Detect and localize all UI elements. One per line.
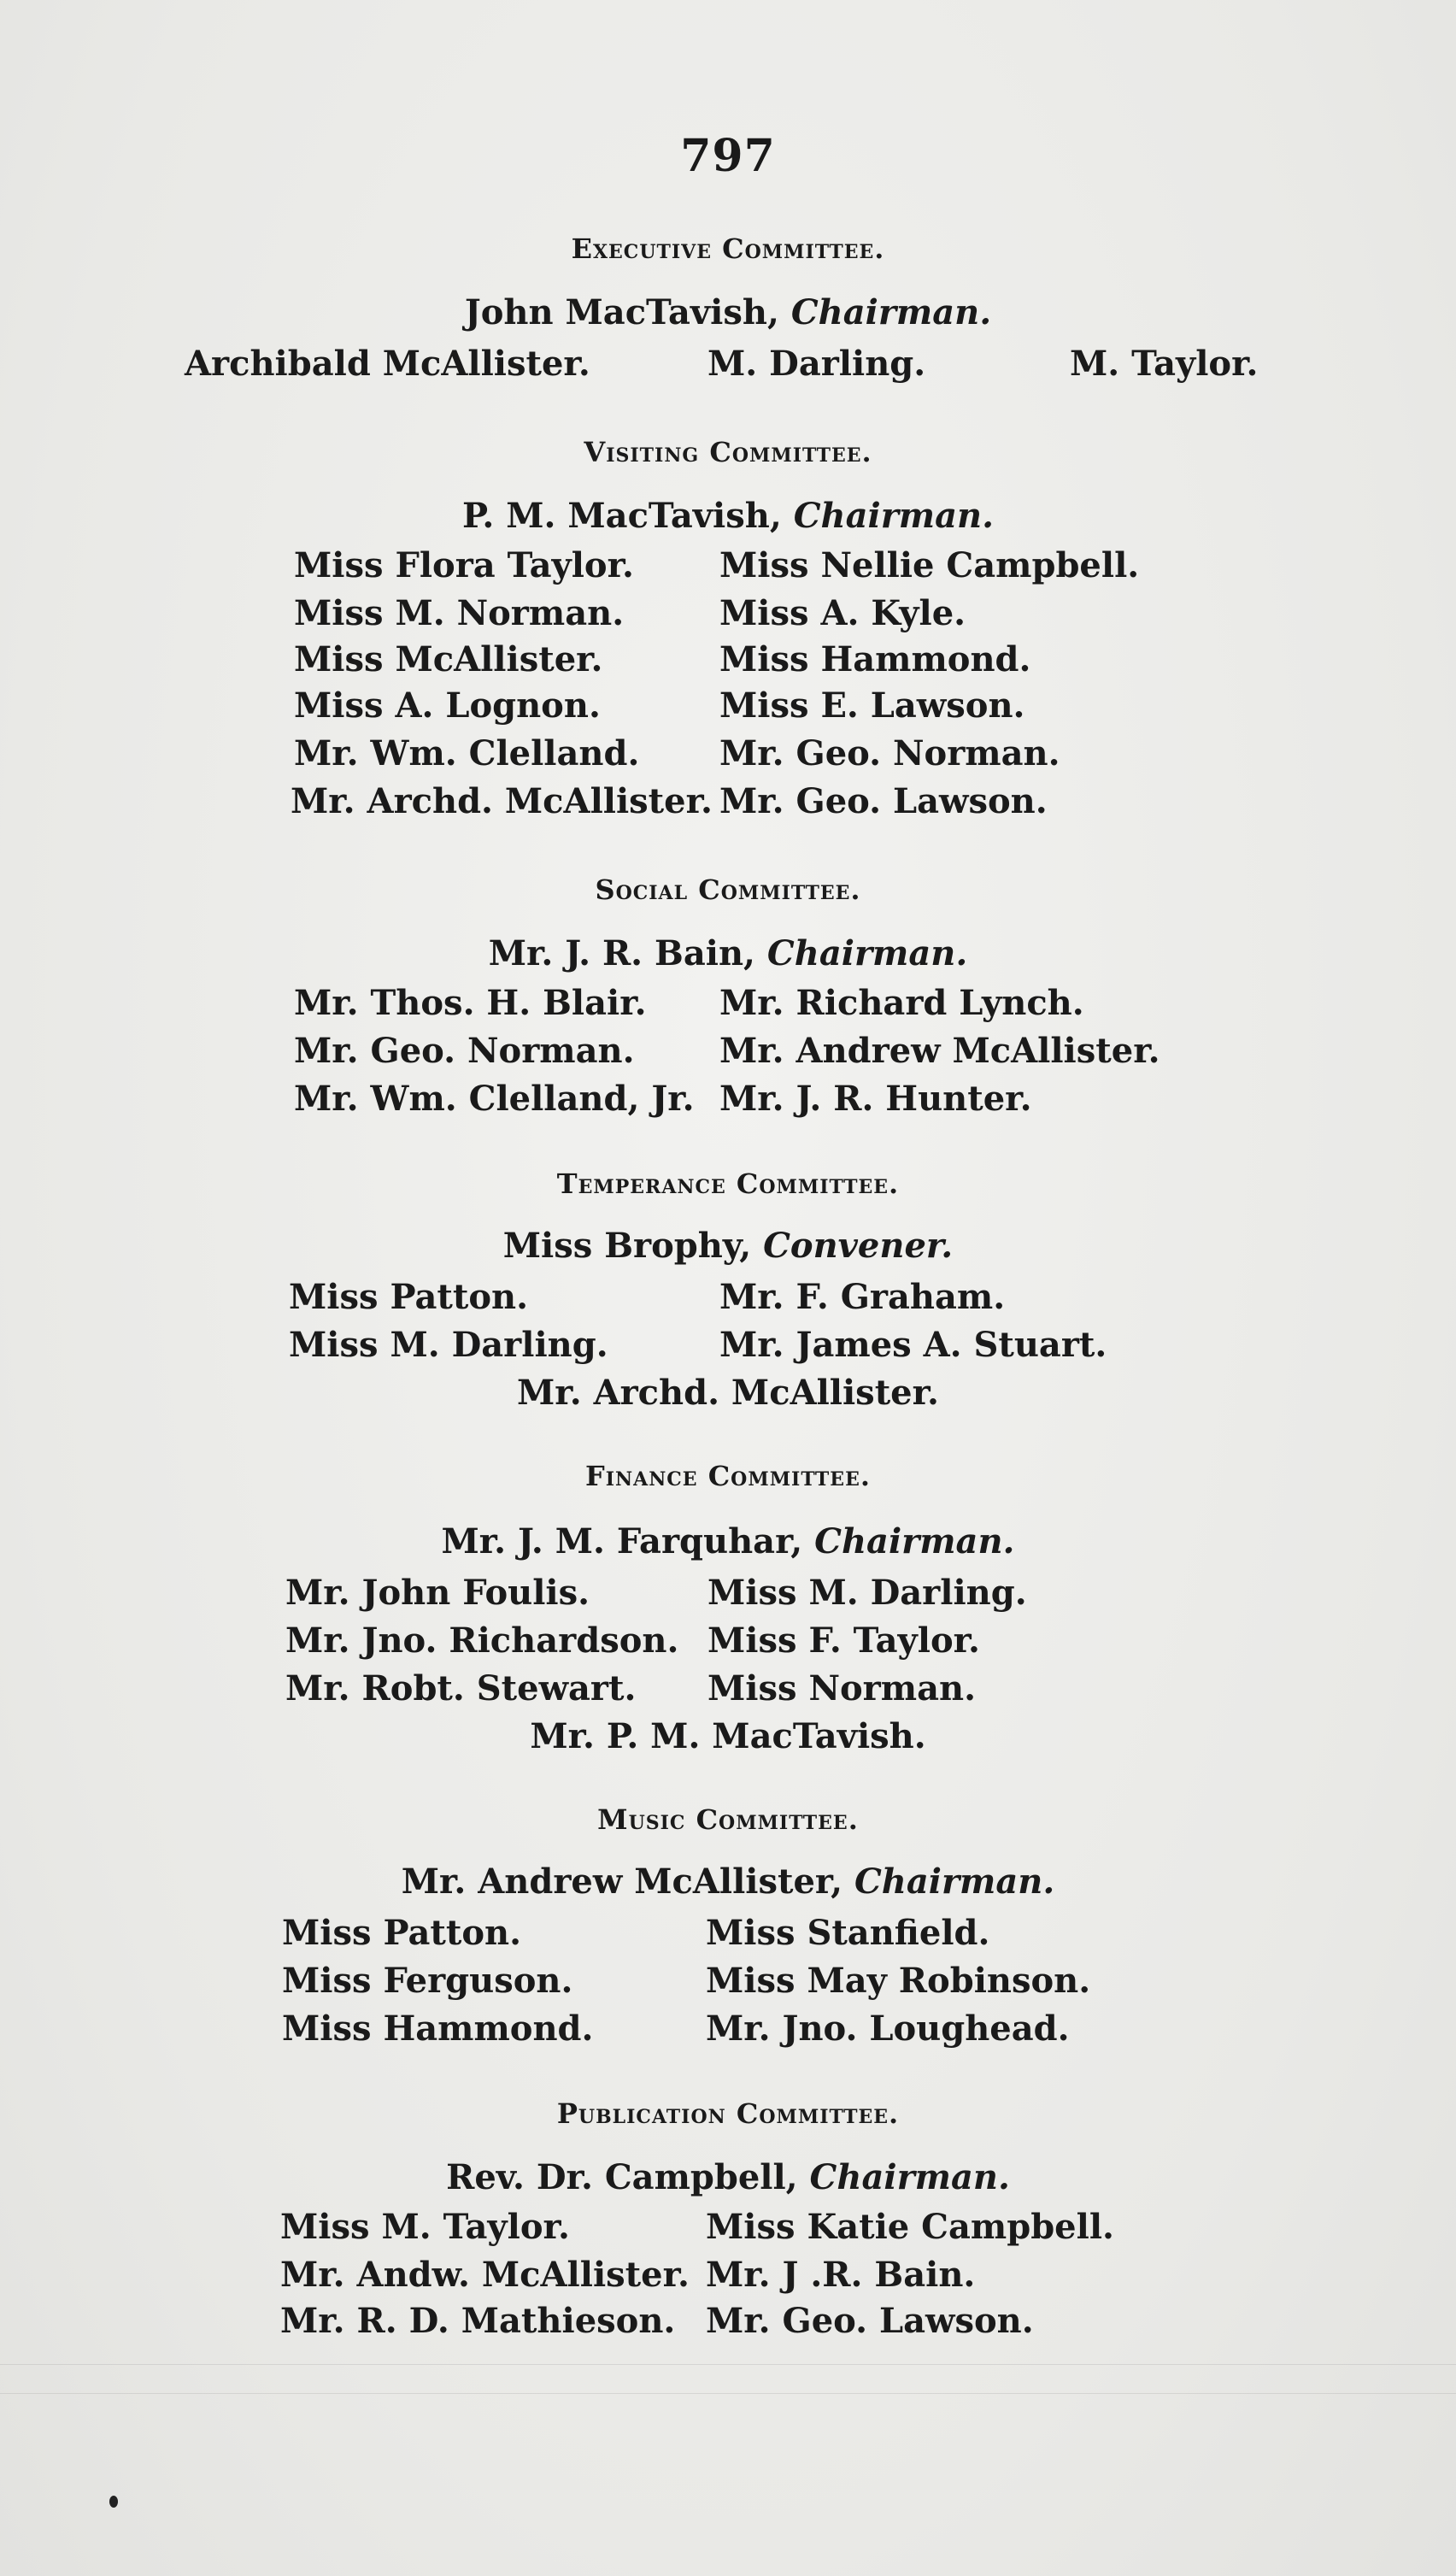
music-committee-heading: Music Committee.: [597, 1803, 859, 1836]
member-row: [0, 545, 1456, 593]
page-number: 797: [680, 130, 776, 182]
executive-member: M. Taylor.: [1070, 344, 1259, 384]
member-name: Miss M. Norman.: [294, 593, 625, 633]
member-name: Mr. John Foulis.: [285, 1573, 590, 1613]
member-row: [0, 1031, 1456, 1079]
member-name: Mr. Andrew McAllister.: [719, 1031, 1160, 1071]
executive-committee-heading: Executive Committee.: [571, 232, 885, 265]
member-name: Mr. Jno. Richardson.: [285, 1620, 679, 1661]
member-name: Miss F. Taylor.: [707, 1620, 980, 1661]
member-name: Mr. Geo. Norman.: [719, 733, 1060, 773]
member-name: Miss Patton.: [289, 1277, 528, 1317]
visiting-chair: [0, 496, 1456, 536]
scan-line: [0, 2364, 1456, 2365]
publication-chair: [0, 2157, 1456, 2197]
member-name: Miss A. Lognon.: [294, 685, 601, 726]
member-row: [0, 983, 1456, 1031]
member-name: Mr. Robt. Stewart.: [285, 1668, 637, 1709]
music-chair: [0, 1861, 1456, 1902]
member-name: Mr. Thos. H. Blair.: [294, 983, 647, 1023]
member-row: [0, 1079, 1456, 1126]
visiting-chair-name: P. M. MacTavish,: [461, 496, 782, 536]
member-row: [0, 1325, 1456, 1373]
member-name: Miss Nellie Campbell.: [719, 545, 1140, 585]
member-row: [0, 1277, 1456, 1325]
member-row: [0, 1913, 1456, 1961]
member-name: Mr. J. R. Hunter.: [719, 1079, 1032, 1119]
social-committee-heading: Social Committee.: [595, 873, 861, 906]
ink-speck: [109, 2496, 118, 2508]
member-name: Miss May Robinson.: [706, 1961, 1091, 2001]
member-row: [0, 781, 1456, 829]
member-name: Miss Katie Campbell.: [706, 2207, 1114, 2247]
member-row: [0, 639, 1456, 687]
finance-committee-heading: Finance Committee.: [585, 1460, 871, 1492]
member-name: Mr. Geo. Lawson.: [706, 2301, 1034, 2341]
executive-chair: [0, 292, 1456, 332]
visiting-chair-role: Chairman.: [793, 496, 995, 536]
finance-chair-role: Chairman.: [814, 1521, 1015, 1561]
member-name: Miss E. Lawson.: [719, 685, 1025, 726]
member-name: Miss Hammond.: [719, 639, 1031, 679]
member-name: Mr. Wm. Clelland.: [294, 733, 640, 773]
member-name: Mr. Andw. McAllister.: [280, 2255, 690, 2295]
social-chair-name: Mr. J. R. Bain,: [488, 933, 755, 973]
member-row: [0, 1573, 1456, 1620]
member-name: Miss McAllister.: [294, 639, 603, 679]
member-row: [0, 593, 1456, 641]
member-name: Miss Stanfield.: [706, 1913, 990, 1953]
temperance-last-member: Mr. Archd. McAllister.: [517, 1373, 939, 1413]
music-chair-name: Mr. Andrew McAllister,: [401, 1861, 842, 1902]
member-name: Mr. F. Graham.: [719, 1277, 1006, 1317]
member-name: Mr. Geo. Norman.: [294, 1031, 635, 1071]
member-row: [0, 733, 1456, 781]
executive-member: Archibald McAllister.: [185, 344, 590, 384]
member-name: Mr. Wm. Clelland, Jr.: [294, 1079, 695, 1119]
member-row: [0, 1668, 1456, 1716]
executive-members-row: [0, 344, 1456, 391]
social-chair: [0, 933, 1456, 973]
member-row: [0, 2008, 1456, 2056]
social-chair-role: Chairman.: [766, 933, 968, 973]
member-name: Miss A. Kyle.: [719, 593, 966, 633]
visiting-committee-heading: Visiting Committee.: [584, 436, 872, 468]
member-name: Miss Flora Taylor.: [294, 545, 634, 585]
member-name: Miss Patton.: [282, 1913, 521, 1953]
finance-chair: [0, 1521, 1456, 1561]
temperance-chair-name: Miss Brophy,: [502, 1226, 752, 1266]
member-name: Miss Hammond.: [282, 2008, 594, 2049]
temperance-chair-role: Convener.: [763, 1226, 954, 1266]
member-name: Miss Ferguson.: [282, 1961, 573, 2001]
finance-last-member: Mr. P. M. MacTavish.: [530, 1716, 926, 1756]
member-row: [0, 1961, 1456, 2008]
member-row: [0, 1620, 1456, 1668]
publication-chair-name: Rev. Dr. Campbell,: [446, 2157, 798, 2197]
finance-chair-name: Mr. J. M. Farquhar,: [441, 1521, 803, 1561]
music-chair-role: Chairman.: [854, 1861, 1055, 1902]
member-row: [0, 2255, 1456, 2303]
member-name: Miss M. Darling.: [707, 1573, 1027, 1613]
member-name: Miss Norman.: [707, 1668, 977, 1709]
member-name: Mr. Archd. McAllister.: [291, 781, 713, 821]
temperance-committee-heading: Temperance Committee.: [556, 1167, 900, 1200]
executive-chair-name: John MacTavish,: [464, 292, 779, 332]
member-name: Mr. Geo. Lawson.: [719, 781, 1048, 821]
publication-committee-heading: Publication Committee.: [556, 2097, 900, 2130]
member-name: Miss M. Darling.: [289, 1325, 608, 1365]
member-name: Mr. Jno. Loughead.: [706, 2008, 1070, 2049]
member-row: [0, 2207, 1456, 2255]
publication-chair-role: Chairman.: [809, 2157, 1010, 2197]
member-name: Mr. James A. Stuart.: [719, 1325, 1107, 1365]
member-name: Mr. Richard Lynch.: [719, 983, 1084, 1023]
executive-member: M. Darling.: [707, 344, 926, 384]
member-name: Mr. R. D. Mathieson.: [280, 2301, 676, 2341]
member-row: [0, 685, 1456, 733]
member-name: Mr. J .R. Bain.: [706, 2255, 976, 2295]
temperance-chair: [0, 1226, 1456, 1266]
executive-chair-role: Chairman.: [790, 292, 992, 332]
scan-line: [0, 2393, 1456, 2394]
member-row: [0, 2301, 1456, 2349]
member-name: Miss M. Taylor.: [280, 2207, 570, 2247]
